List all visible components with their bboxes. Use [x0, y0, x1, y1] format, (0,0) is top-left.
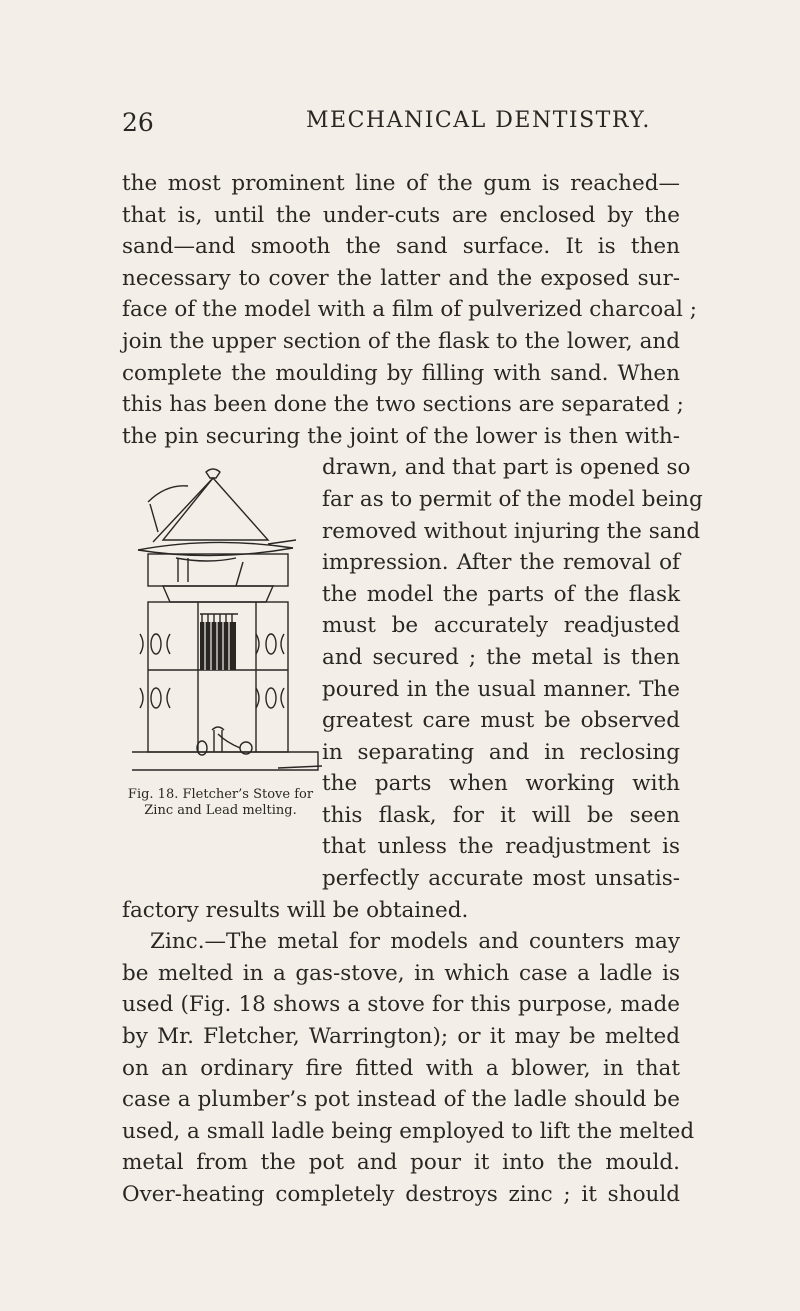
body-text [122, 168, 703, 1211]
page-header [122, 108, 678, 138]
text-line: must be accurately readjusted [322, 613, 680, 639]
running-title: MECHANICAL DENTISTRY. [306, 108, 651, 133]
text-line: face of the model with a film of pulverized charcoal ; [122, 297, 698, 323]
text-line: removed without injuring the sand [322, 518, 701, 544]
text-line: and secured ; the metal is then [322, 644, 680, 670]
text-line: be melted in a gas-stove, in which case a ladle is [122, 960, 680, 986]
text-line: used (Fig. 18 shows a stove for this purpose, made [122, 992, 680, 1018]
text-line: this flask, for it will be seen [322, 802, 680, 828]
text-line: that unless the readjustment is [322, 834, 680, 860]
text-line: that is, until the under-cuts are enclosed by the [122, 202, 680, 228]
text-line: Zinc.—The metal for models and counters may [150, 929, 680, 955]
text-line: in separating and in reclosing [322, 739, 680, 765]
text-line: join the upper section of the flask to the lower, and [122, 328, 680, 354]
text-line: by Mr. Fletcher, Warrington); or it may be melted [122, 1024, 680, 1050]
text-line: the model the parts of the flask [322, 581, 680, 607]
text-line: drawn, and that part is opened so [322, 455, 691, 481]
caption-line: Fig. 18. Fletcher’s Stove for [127, 787, 314, 802]
text-line: the parts when working with [322, 771, 680, 797]
text-line: far as to permit of the model being [322, 486, 703, 512]
text-line: necessary to cover the latter and the exposed sur- [122, 265, 680, 291]
text-line: case a plumber’s pot instead of the ladle should be [122, 1087, 680, 1113]
text-line: factory results will be obtained. [122, 897, 469, 923]
text-line: impression. After the removal of [322, 550, 680, 576]
text-line: sand—and smooth the sand surface. It is then [122, 234, 680, 260]
page-number: 26 [122, 108, 154, 137]
text-line: the pin securing the joint of the lower is then with- [122, 423, 680, 449]
caption-line: Zinc and Lead melting. [144, 803, 297, 818]
text-line: on an ordinary fire fitted with a blower, in that [122, 1055, 680, 1081]
text-line: Over-heating completely destroys zinc ; it should [122, 1182, 680, 1207]
text-line: this has been done the two sections are separated ; [122, 392, 684, 418]
text-line: complete the moulding by filling with sand. When [122, 360, 680, 386]
text-line: perfectly accurate most unsatis- [322, 866, 680, 892]
text-line: poured in the usual manner. The [322, 676, 680, 702]
text-line: greatest care must be observed [322, 708, 680, 734]
text-line: metal from the pot and pour it into the mould. [122, 1150, 680, 1176]
text-line: used, a small ladle being employed to lift the melted [122, 1118, 695, 1144]
text-line: the most prominent line of the gum is reached— [122, 171, 680, 196]
